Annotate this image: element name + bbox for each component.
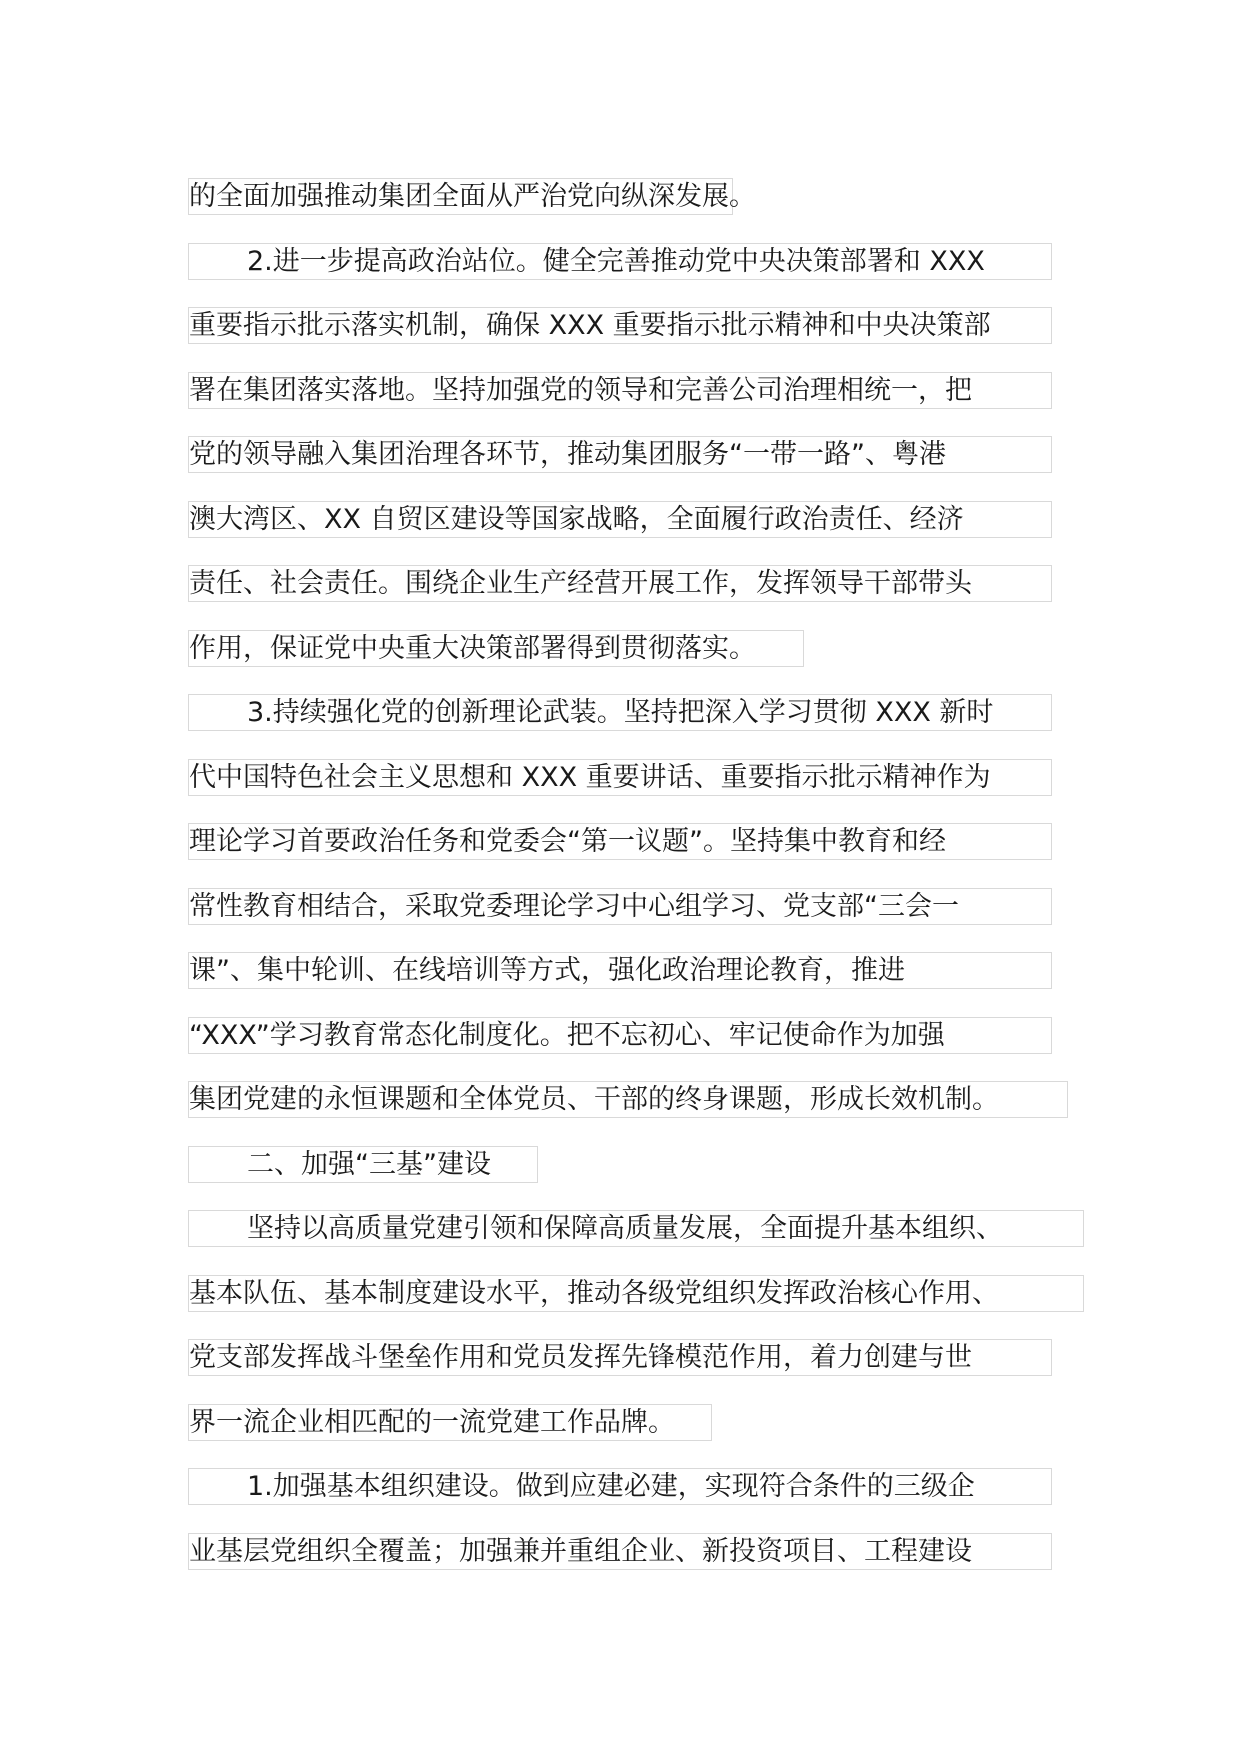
text-line: 重要指示批示落实机制，确保 XXX 重要指示批示精神和中央决策部: [188, 307, 1052, 344]
text-line: 基本队伍、基本制度建设水平，推动各级党组织发挥政治核心作用、: [188, 1275, 1084, 1312]
text-line: 澳大湾区、XX 自贸区建设等国家战略，全面履行政治责任、经济: [188, 501, 1052, 538]
text-line: 业基层党组织全覆盖；加强兼并重组企业、新投资项目、工程建设: [188, 1533, 1052, 1570]
text-line: 课”、集中轮训、在线培训等方式，强化政治理论教育，推进: [188, 952, 1052, 989]
text-line: “XXX”学习教育常态化制度化。把不忘初心、牢记使命作为加强: [188, 1017, 1052, 1054]
text-line: 1.加强基本组织建设。做到应建必建，实现符合条件的三级企: [188, 1468, 1052, 1505]
text-line: 党的领导融入集团治理各环节，推动集团服务“一带一路”、粤港: [188, 436, 1052, 473]
text-line: 责任、社会责任。围绕企业生产经营开展工作，发挥领导干部带头: [188, 565, 1052, 602]
text-line: 党支部发挥战斗堡垒作用和党员发挥先锋模范作用，着力创建与世: [188, 1339, 1052, 1376]
text-line: 界一流企业相匹配的一流党建工作品牌。: [188, 1404, 712, 1441]
text-line: 坚持以高质量党建引领和保障高质量发展，全面提升基本组织、: [188, 1210, 1084, 1247]
text-line: 2.进一步提高政治站位。健全完善推动党中央决策部署和 XXX: [188, 243, 1052, 280]
text-line: 理论学习首要政治任务和党委会“第一议题”。坚持集中教育和经: [188, 823, 1052, 860]
text-line: 署在集团落实落地。坚持加强党的领导和完善公司治理相统一，把: [188, 372, 1052, 409]
section-heading: 二、加强“三基”建设: [188, 1146, 538, 1183]
text-line: 的全面加强推动集团全面从严治党向纵深发展。: [188, 178, 733, 215]
text-line: 3.持续强化党的创新理论武装。坚持把深入学习贯彻 XXX 新时: [188, 694, 1052, 731]
text-line: 常性教育相结合，采取党委理论学习中心组学习、党支部“三会一: [188, 888, 1052, 925]
text-line: 作用，保证党中央重大决策部署得到贯彻落实。: [188, 630, 804, 667]
text-line: 代中国特色社会主义思想和 XXX 重要讲话、重要指示批示精神作为: [188, 759, 1052, 796]
text-line: 集团党建的永恒课题和全体党员、干部的终身课题，形成长效机制。: [188, 1081, 1068, 1118]
